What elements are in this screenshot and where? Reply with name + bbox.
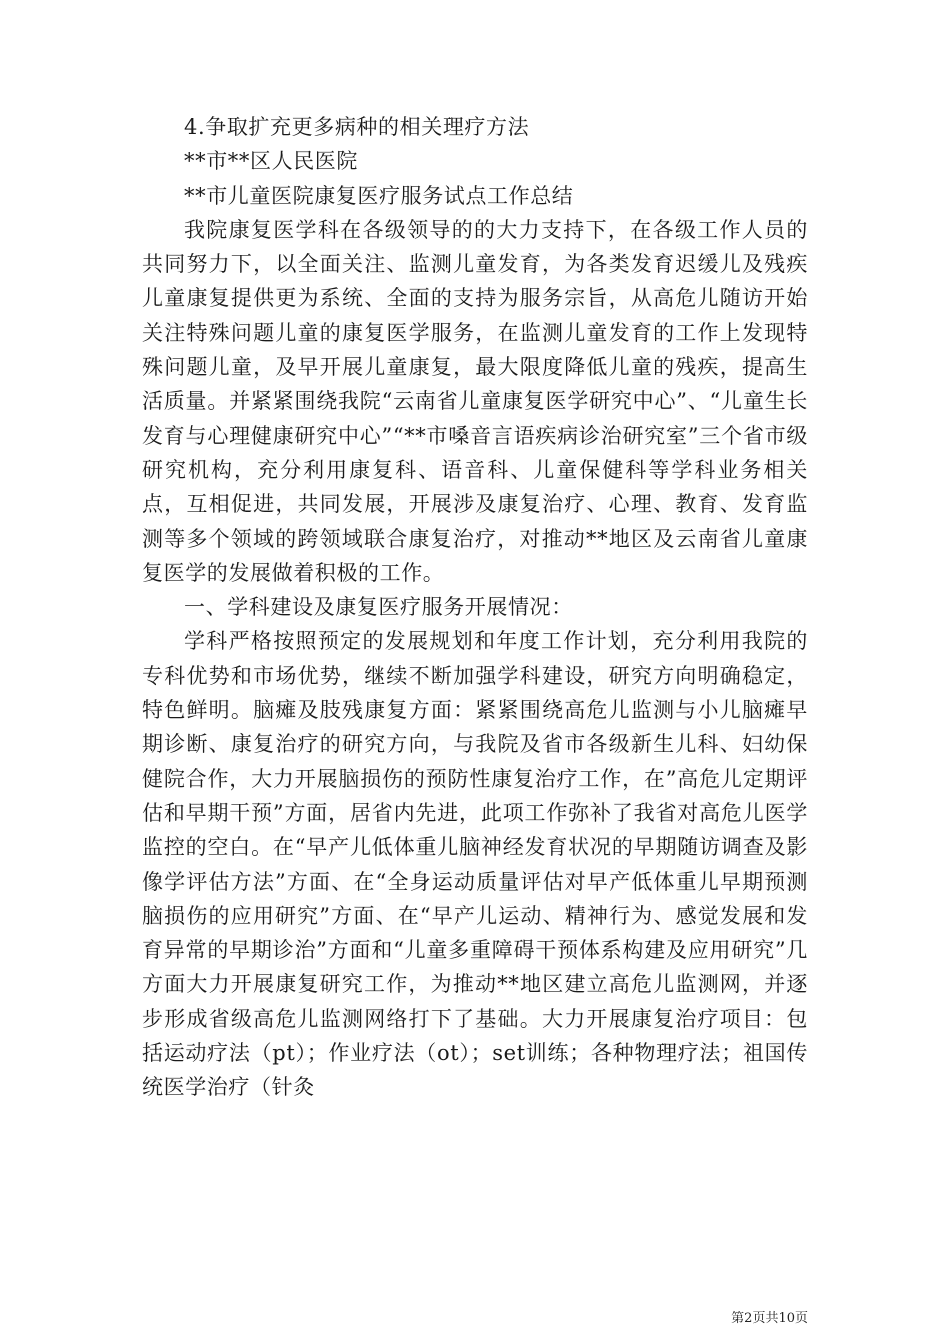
list-item-heading: 4.争取扩充更多病种的相关理疗方法 <box>184 115 530 139</box>
hospital-name: **市**区人民医院 <box>184 149 358 174</box>
body-paragraph: 学科严格按照预定的发展规划和年度工作计划，充分利用我院的专科优势和市场优势，继续不断加强学科建设，研究方向明确稳定，特色鲜明。脑瘫及肢残康复方面：紧紧围绕高危儿监测与小儿脑瘫早期诊断、康复治疗的研究方向，与我院及省市各级新生儿科、妇幼保健院合作，大力开展脑损伤的预防性康复治疗工作，在”高危儿定期评估和早期干预”方面，居省内先进，此项工作弥补了我省对高危儿医学监控的空白。在“早产儿低体重儿脑神经发育状况的早期随访调查及影像学评估方法”方面、在“全身运动质量评估对早产低体重儿早期预测脑损伤的应用研究”方面、在“早产儿运动、精神行为、感觉发展和发育异常的早期诊治”方面和“儿童多重障碍干预体系构建及应用研究”几方面大力开展康复研究工作，为推动**地区建立高危儿监测网，并逐步形成省级高危儿监测网络打下了基础。大力开展康复治疗项目：包括运动疗法（pt）；作业疗法（ot）；set训练；各种物理疗法；祖国传统医学治疗（针灸 <box>142 629 808 1100</box>
document-body <box>142 110 808 1105</box>
section-heading: 一、学科建设及康复医疗服务开展情况： <box>184 595 573 620</box>
intro-paragraph: 我院康复医学科在各级领导的的大力支持下，在各级工作人员的共同努力下，以全面关注、监测儿童发育，为各类发育迟缓儿及残疾儿童康复提供更为系统、全面的支持为服务宗旨，从高危儿随访开始关注特殊问题儿童的康复医学服务，在监测儿童发育的工作上发现特殊问题儿童，及早开展儿童康复，最大限度降低儿童的残疾，提高生活质量。并紧紧围绕我院“云南省儿童康复医学研究中心”、“儿童生长发育与心理健康研究中心”“**市嗓音言语疾病诊治研究室”三个省市级研究机构，充分利用康复科、语音科、儿童保健科等学科业务相关点，互相促进，共同发展，开展涉及康复治疗、心理、教育、发育监测等多个领域的跨领域联合康复治疗，对推动**地区及云南省儿童康复医学的发展做着积极的工作。 <box>142 217 808 585</box>
document-title: **市儿童医院康复医疗服务试点工作总结 <box>184 183 574 208</box>
page-number: 第2页共10页 <box>731 1311 808 1326</box>
